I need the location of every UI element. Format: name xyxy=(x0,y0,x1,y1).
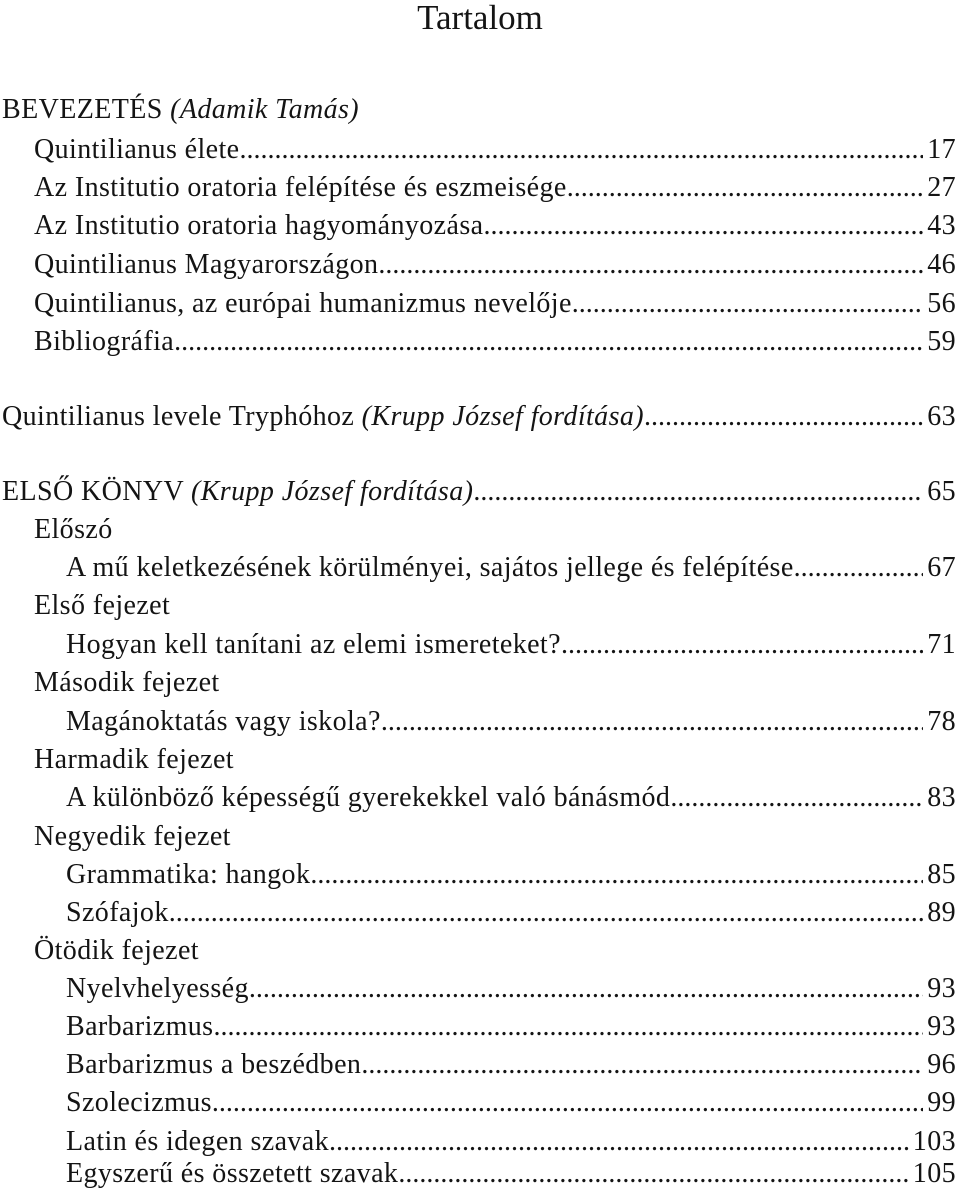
page-number: 27 xyxy=(927,172,956,203)
section-heading: Második fejezet xyxy=(34,667,220,698)
toc-entry[interactable] xyxy=(34,207,956,245)
dot-leader xyxy=(213,1008,923,1046)
entry-translator: (Krupp József fordítása) xyxy=(191,476,474,507)
dot-leader xyxy=(361,1046,923,1084)
entry-label: Szófajok xyxy=(66,897,169,928)
dot-leader xyxy=(794,549,924,587)
page-number: 83 xyxy=(927,782,956,813)
entry-label: Quintilianus levele Tryphóhoz xyxy=(2,401,362,432)
page-number: 85 xyxy=(927,859,956,890)
page-number: 99 xyxy=(927,1087,956,1118)
dot-leader xyxy=(473,473,923,511)
toc-entry[interactable] xyxy=(66,970,956,1008)
entry-label: Quintilianus élete xyxy=(34,134,240,165)
toc-entry[interactable] xyxy=(66,894,956,932)
entry-label: Egyszerű és összetett szavak xyxy=(66,1158,399,1189)
toc-entry-book-one[interactable] xyxy=(2,473,956,511)
entry-label: Bibliográfia xyxy=(34,326,175,357)
toc-entry[interactable] xyxy=(34,323,956,361)
entry-label: Nyelvhelyesség xyxy=(66,973,249,1004)
entry-label: A mű keletkezésének körülményei, sajátos jellege és felépítése xyxy=(66,552,794,583)
section-heading: Előszó xyxy=(34,514,113,545)
toc-entry[interactable] xyxy=(66,856,956,894)
page-number: 67 xyxy=(927,552,956,583)
toc-entry[interactable] xyxy=(66,549,956,587)
page-number: 103 xyxy=(912,1126,956,1157)
page-number: 89 xyxy=(927,897,956,928)
toc-entry[interactable] xyxy=(34,131,956,169)
entry-label: Barbarizmus xyxy=(66,1011,214,1042)
entry-label: ELSŐ KÖNYV xyxy=(2,476,191,507)
section-heading: Első fejezet xyxy=(34,590,171,621)
dot-leader xyxy=(310,856,923,894)
dot-leader xyxy=(249,970,923,1008)
dot-leader xyxy=(381,703,923,741)
dot-leader xyxy=(644,398,923,436)
section-heading: Harmadik fejezet xyxy=(34,744,234,775)
section-heading: Ötödik fejezet xyxy=(34,935,199,966)
entry-label: Szolecizmus xyxy=(66,1087,212,1118)
toc-entry[interactable] xyxy=(34,246,956,284)
entry-label: Magánoktatás vagy iskola? xyxy=(66,706,381,737)
page-number: 78 xyxy=(927,706,956,737)
page-number: 65 xyxy=(927,476,956,507)
entry-label: Grammatika: hangok xyxy=(66,859,311,890)
entry-label: Quintilianus, az európai humanizmus nevelője xyxy=(34,288,572,319)
toc-entry-letter[interactable] xyxy=(2,398,956,436)
toc-entry[interactable] xyxy=(66,626,956,664)
page-number: 71 xyxy=(927,629,956,660)
dot-leader xyxy=(483,207,923,245)
toc-entry[interactable] xyxy=(66,1155,956,1193)
dot-leader xyxy=(572,285,923,323)
page-number: 46 xyxy=(927,249,956,280)
page-number: 59 xyxy=(927,326,956,357)
intro-heading-author: (Adamik Tamás) xyxy=(170,94,360,125)
entry-label: Barbarizmus a beszédben xyxy=(66,1049,362,1080)
page-title: Tartalom xyxy=(417,0,543,37)
page-number: 93 xyxy=(927,973,956,1004)
toc-entry[interactable] xyxy=(34,285,956,323)
intro-heading xyxy=(2,91,359,129)
toc-entry[interactable] xyxy=(66,703,956,741)
intro-heading-label: BEVEZETÉS xyxy=(2,94,163,125)
dot-leader xyxy=(561,626,923,664)
page-number: 63 xyxy=(927,401,956,432)
entry-label: Hogyan kell tanítani az elemi ismereteket? xyxy=(66,629,561,660)
toc-entry[interactable] xyxy=(66,1084,956,1122)
dot-leader xyxy=(239,131,923,169)
toc-entry[interactable] xyxy=(66,779,956,817)
entry-label: Az Institutio oratoria hagyományozása xyxy=(34,210,484,241)
dot-leader xyxy=(378,246,923,284)
section-heading: Negyedik fejezet xyxy=(34,821,231,852)
dot-leader xyxy=(169,894,923,932)
page-number: 105 xyxy=(912,1158,956,1189)
entry-translator: (Krupp József fordítása) xyxy=(361,401,644,432)
dot-leader xyxy=(398,1155,908,1193)
toc-entry[interactable] xyxy=(34,169,956,207)
dot-leader xyxy=(567,169,923,207)
page-number: 56 xyxy=(927,288,956,319)
toc-entry[interactable] xyxy=(66,1008,956,1046)
dot-leader xyxy=(670,779,923,817)
page-number: 93 xyxy=(927,1011,956,1042)
toc-entry[interactable] xyxy=(66,1046,956,1084)
page-number: 96 xyxy=(927,1049,956,1080)
entry-label: A különböző képességű gyerekekkel való bánásmód xyxy=(66,782,671,813)
page-number: 43 xyxy=(927,210,956,241)
entry-label: Quintilianus Magyarországon xyxy=(34,249,379,280)
dot-leader xyxy=(212,1084,923,1122)
entry-label: Latin és idegen szavak xyxy=(66,1126,330,1157)
page-number: 17 xyxy=(927,134,956,165)
dot-leader xyxy=(174,323,923,361)
entry-label: Az Institutio oratoria felépítése és eszmeisége xyxy=(34,172,567,203)
